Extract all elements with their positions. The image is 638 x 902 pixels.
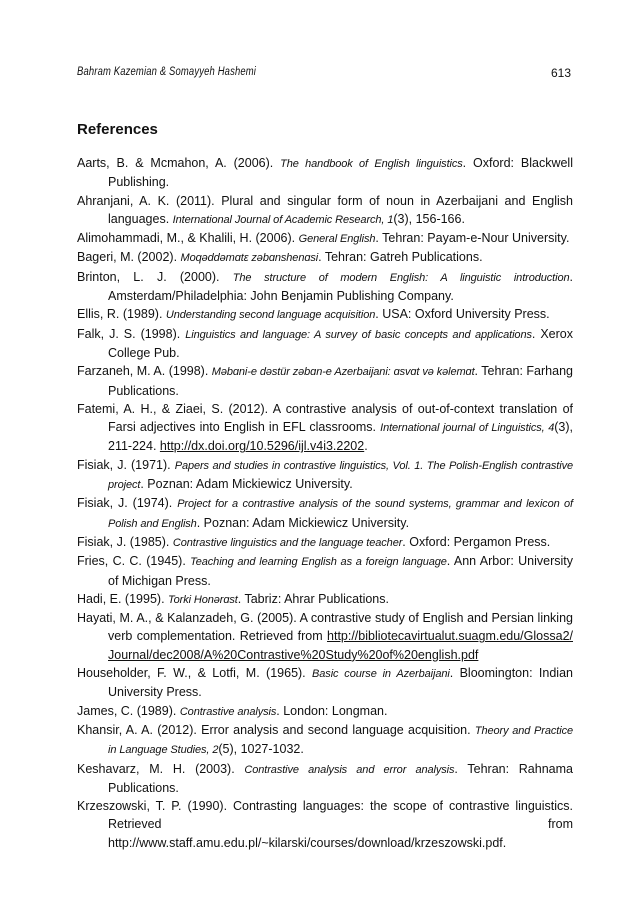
reference-entry: Fisiak, J. (1974). Project for a contrastive analysis of the sound systems, grammar and lexicon of Polish and English. Poznan: Adam Mickiewicz University. — [77, 496, 573, 530]
reference-entry: Householder, F. W., & Lotfi, M. (1965). Basic course in Azerbaijani. Bloomington: Indian University Press. — [77, 666, 573, 700]
doi-link[interactable]: http://dx.doi.org/10.5296/ijl.v4i3.2202 — [159, 439, 365, 454]
header-authors: Bahram Kazemian & Somayyeh Hashemi — [77, 66, 257, 78]
reference-entry: Hadi, E. (1995). Torki Honərɑst. Tabriz: Ahrar Publications. — [77, 591, 389, 606]
reference-entry: Farzaneh, M. A. (1998). Məbɑni-e dəstür zəbɑn-e Azerbaijani: ɑsvɑt və kəlemɑt. Tehran: Farhang Publications. — [77, 364, 573, 398]
reference-entry: Bageri, M. (2002). Moqəddəmɑtɛ zəbɑnshenɑsi. Tehran: Gatreh Publications. — [77, 250, 483, 265]
krzeszowski-url[interactable]: http://www.staff.amu.edu.pl/~kilarski/courses/download/krzeszowski.pdf — [108, 835, 503, 850]
references-heading: References — [77, 121, 158, 138]
reference-entry: Krzeszowski, T. P. (1990). Contrasting languages: the scope of contrastive linguistics. Retrieved from http://www.staff.amu.edu.pl/~kilarski/courses/download/krzeszowski.pdf. — [77, 799, 573, 850]
reference-entry: Fisiak, J. (1985). Contrastive linguistics and the language teacher. Oxford: Pergamon Press. — [77, 534, 551, 549]
reference-entry: Fatemi, A. H., & Ziaei, S. (2012). A contrastive analysis of out-of-context translation of Farsi adjectives into English in EFL classrooms. International journal of Linguistics, 4(3), 211-224. http://dx.doi.org/10.5296/ijl.v4i3.2202. — [77, 401, 573, 454]
reference-entry: Ellis, R. (1989). Understanding second language acquisition. USA: Oxford University Press. — [77, 307, 550, 322]
reference-list — [77, 154, 573, 852]
reference-entry: James, C. (1989). Contrastive analysis. London: Longman. — [77, 703, 388, 718]
reference-entry: Keshavarz, M. H. (2003). Contrastive analysis and error analysis. Tehran: Rahnama Publications. — [77, 761, 573, 795]
reference-entry: Fisiak, J. (1971). Papers and studies in contrastive linguistics, Vol. 1. The Polish-English contrastive project. Poznan: Adam Mickiewicz University. — [77, 457, 573, 492]
reference-entry: Falk, J. S. (1998). Linguistics and language: A survey of basic concepts and applications. Xerox College Pub. — [77, 326, 574, 360]
reference-entry: Hayati, M. A., & Kalanzadeh, G. (2005). A contrastive study of English and Persian linking verb complementation. Retrieved from http://bibliotecavirtualut.suagm.edu/Glossa2/Journal/dec2008/A%20Contrastive%20Study%20of%20english.pdf — [77, 611, 573, 662]
reference-entry: Khansir, A. A. (2012). Error analysis and second language acquisition. Theory and Practice in Language Studies, 2(5), 1027-1032. — [77, 722, 573, 757]
hayati-url-link[interactable]: http://bibliotecavirtualut.suagm.edu/Glossa2/Journal/dec2008/A%20Contrastive%20Study%20of%20english.pdf — [108, 629, 573, 662]
reference-entry: Fries, C. C. (1945). Teaching and learning English as a foreign language. Ann Arbor: University of Michigan Press. — [77, 554, 573, 588]
reference-entry: Ahranjani, A. K. (2011). Plural and singular form of noun in Azerbaijani and English languages. International Journal of Academic Research, 1(3), 156-166. — [77, 193, 573, 226]
reference-entry: Aarts, B. & Mcmahon, A. (2006). The handbook of English linguistics. Oxford: Blackwell Publishing. — [77, 156, 573, 190]
page-number: 613 — [551, 66, 572, 80]
reference-entry: Alimohammadi, M., & Khalili, H. (2006). General English. Tehran: Payam-e-Nour University. — [77, 231, 570, 246]
reference-entry: Brinton, L. J. (2000). The structure of modern English: A linguistic introduction. Amsterdam/Philadelphia: John Benjamin Publishing Company. — [77, 269, 573, 304]
